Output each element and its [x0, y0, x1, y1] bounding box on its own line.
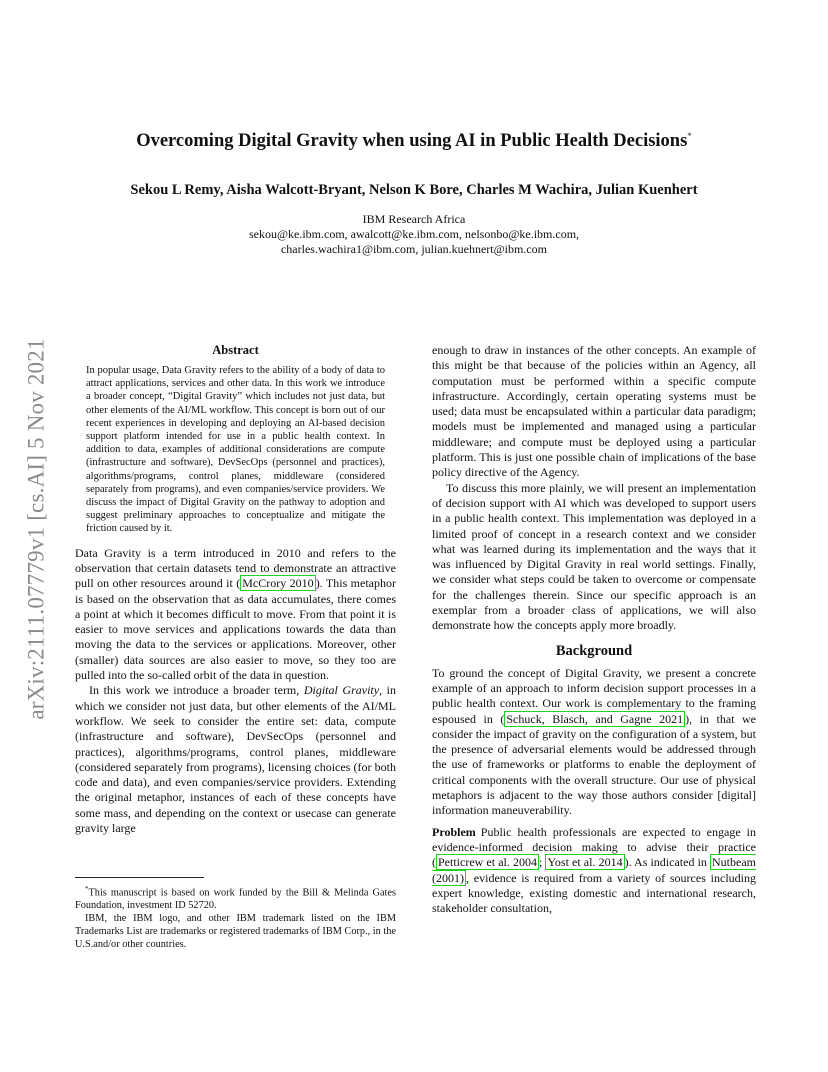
footnote-2: IBM, the IBM logo, and other IBM trademark listed on the IBM Trademarks List are trademarks or registered trademarks of IBM Corp., in the U.S.and/or other countries. [75, 913, 396, 951]
right-column [432, 343, 756, 916]
intro-p1-text-b: ). This metaphor is based on the observation that as data accumulates, there comes a point at which it becomes difficult to move. From that point it is easier to move services and applications towards the data than moving the data to the services or applications. Moreover, other (smaller) data sources are also easier to move, so they too are pulled into the so-called orbit of the data in question. [75, 576, 396, 683]
problem-text-a: Public health professionals are expected to engage in evidence-informed decision making to advise their practice ( [432, 824, 756, 870]
intro-paragraph-4: To discuss this more plainly, we will present an implementation of decision support with AI which was developed to support users in a public health context. This implementation was deployed in a limited proof of concept in a research context and we consider what was learned during its implementation and the ways that it was influenced by Digital Gravity in real world settings. Finally, we consider what steps could be taken to overcome or compensate for the challenges therein. Since our specific approach is an exemplar from a broader class of applications, we will also demonstrate how the concepts apply more broadly. [432, 480, 756, 633]
citation-link[interactable]: McCrory 2010 [242, 576, 314, 591]
citation-link[interactable]: Schuck, Blasch, and Gagne 2021 [506, 711, 684, 726]
arxiv-stamp-text: arXiv:2111.07779v1 [cs.AI] 5 Nov 2021 [24, 338, 49, 720]
left-column [75, 343, 396, 836]
author-list: Sekou L Remy, Aisha Walcott-Bryant, Nelson K Bore, Charles M Wachira, Julian Kuenhert [130, 182, 698, 198]
affiliation-institution: IBM Research Africa [362, 212, 466, 226]
intro-p2-text-b: , in which we consider not just data, but other elements of the AI/ML workflow. We seek to consider the entire set: data, compute (infrastructure and software), DevSecOps (personnel and practices), algorithms/programs, control planes, middleware (considered separately from programs), licensing choices (for both code and data), and even companies/service providers. Extending the original metaphor, instances of each of these concepts have some mass, and depending on the context or usecase can generate gravity large [75, 683, 396, 835]
intro-paragraph-3: enough to draw in instances of the other concepts. An example of this might be that because of the policies within an Agency, all computation must be performed within a specific compute infrastructure. Accordingly, certain operating systems must be used; data must be encapsulated within a particular data paradigm; models must be implemented and managed using a particular middleware; and compute must be deployed using a particular platform. This is just one possible chain of implications of the base policy directive of the Agency. [432, 343, 756, 480]
citation-link[interactable]: Nutbeam (2001) [432, 855, 757, 885]
title-footnote-marker: * [687, 131, 692, 141]
affiliation-emails-line-1: sekou@ke.ibm.com, awalcott@ke.ibm.com, nelsonbo@ke.ibm.com, [248, 227, 580, 241]
background-p1-text-b: ), in that we consider the impact of gravity on the configuration of a system, but the presence of adversarial elements would be addressed through the use of frameworks or platforms to enable the deployment of critical components with the overall structure. Our use of physical metaphors is adjacent to the way those authors consider [digital] information maneuverability. [432, 711, 756, 818]
abstract-text: In popular usage, Data Gravity refers to the ability of a body of data to attract applications, services and other data. In this work we introduce a broader concept, “Digital Gravity” which includes not just data, but other elements of the AI/ML workflow. This concept is born out of our recent experiences in developing and deploying an AI-based decision support platform intended for use in a public health context. In addition to data, examples of additional considerations are compute (infrastructure and software), DevSecOps (personnel and practices), algorithms/programs, control planes, middleware (considered separately from programs), and even companies/service providers. We discuss the impact of Digital Gravity on the pathway to adoption and suggest preliminary approaches to conceptualize and mitigate the friction caused by it. [86, 365, 385, 535]
citation-link[interactable]: Petticrew et al. 2004 [438, 855, 537, 870]
arxiv-stamp [15, 298, 59, 760]
problem-text-c: ). As indicated in [624, 855, 711, 870]
intro-paragraph-1 [75, 546, 396, 684]
problem-paragraph [432, 825, 756, 917]
footnote-1-marker: * [85, 885, 89, 893]
abstract-heading: Abstract [212, 343, 259, 357]
intro-p2-text-a: In this work we introduce a broader term, [89, 683, 304, 698]
citation-link[interactable]: Yost et al. 2014 [547, 855, 623, 870]
section-heading-background: Background [555, 642, 633, 659]
intro-p1-text-a: Data Gravity is a term introduced in 2010 and refers to the observation that certain datasets tend to demonstrate an attractive pull on other resources around it ( [75, 545, 396, 591]
problem-text-d: , evidence is required from a variety of sources including expert knowledge, existing domestic and international research, stakeholder consultation, [432, 870, 756, 916]
footnote-1 [75, 883, 396, 912]
affiliation-block [0, 212, 828, 257]
intro-paragraph-2 [75, 683, 396, 836]
problem-text-b: ; [538, 855, 546, 870]
background-p1-text-a: To ground the concept of Digital Gravity, we present a concrete example of an approach to inform decision support processes in a public health context. Our work is complementary to the framing espoused in ( [432, 665, 756, 726]
paper-title [0, 131, 828, 152]
footnote-rule [75, 877, 204, 878]
footnotes [75, 877, 396, 951]
footnote-1-text: This manuscript is based on work funded by the Bill & Melinda Gates Foundation, investment ID 52720. [75, 887, 396, 912]
intro-p2-term: Digital Gravity [303, 683, 380, 698]
paper-title-text: Overcoming Digital Gravity when using AI in Public Health Decisions [136, 131, 688, 152]
affiliation-emails-line-2: charles.wachira1@ibm.com, julian.kuehnert@ibm.com [280, 242, 548, 256]
background-paragraph-1 [432, 666, 756, 819]
paragraph-heading-problem: Problem [432, 824, 476, 839]
